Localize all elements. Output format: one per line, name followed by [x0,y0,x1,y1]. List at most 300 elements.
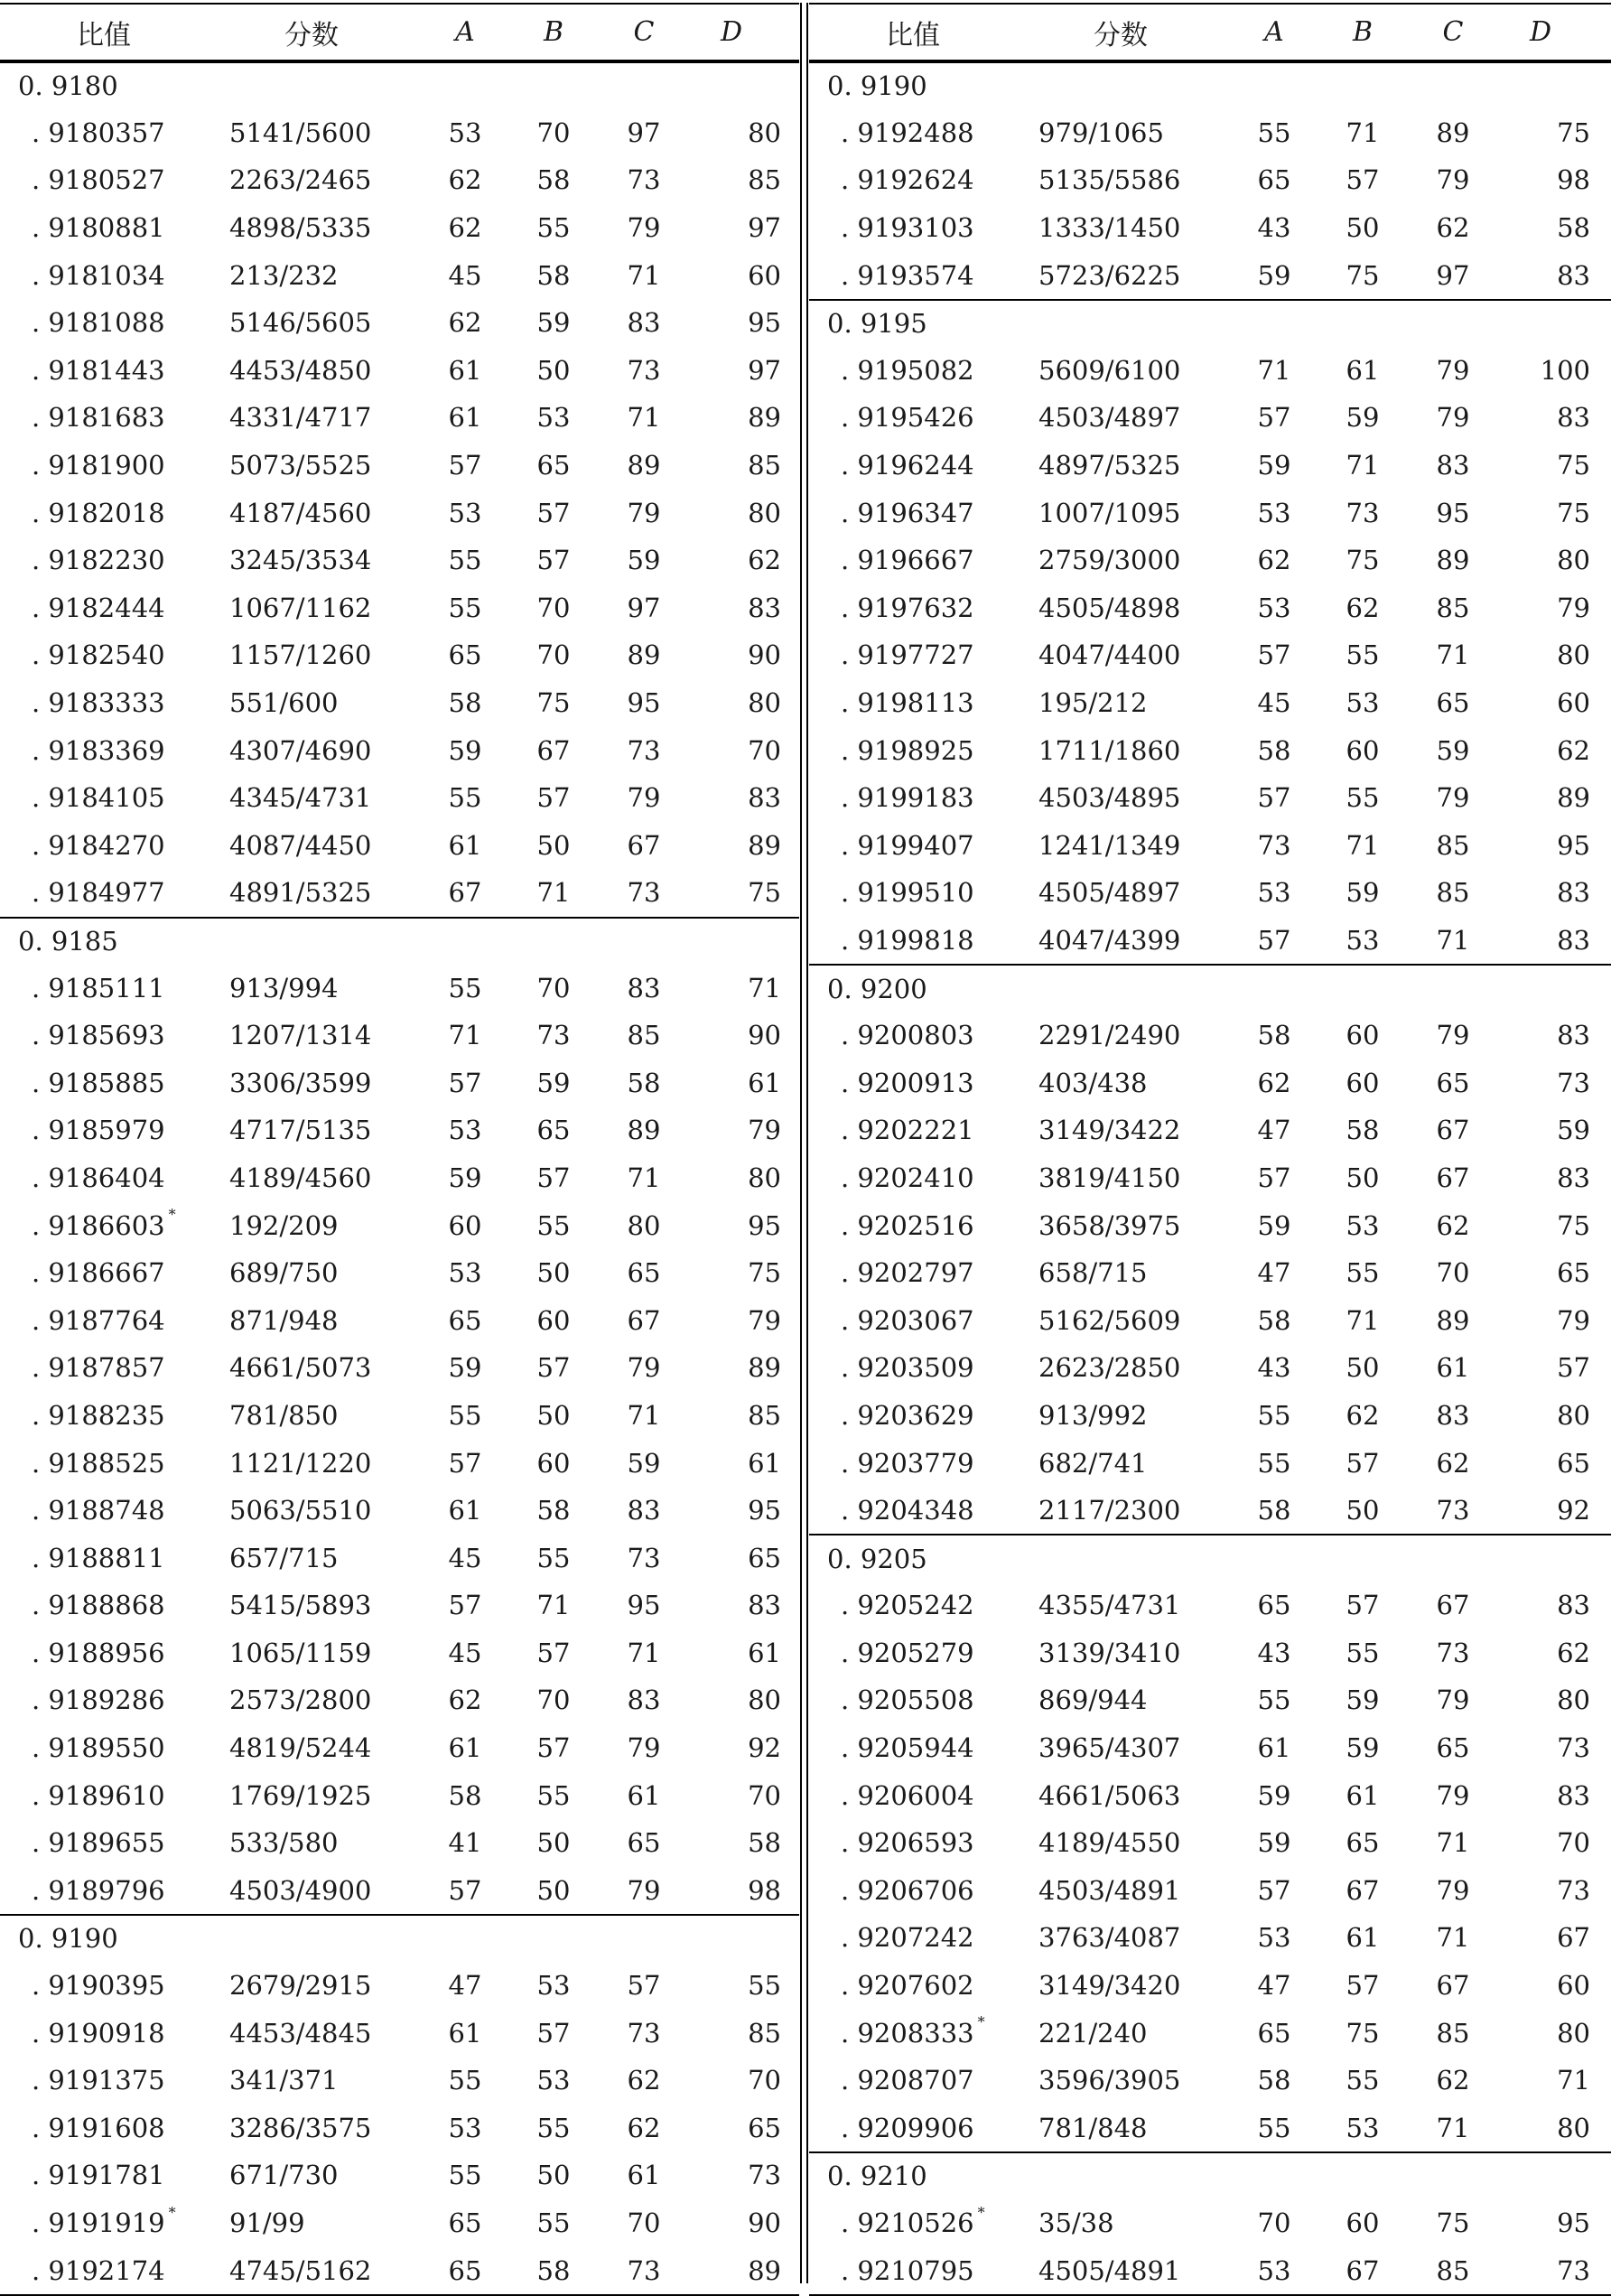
table-row [809,1724,1611,1772]
ratio-cell [841,1201,974,1249]
c-cell: 85 [627,1020,661,1051]
c-cell: 79 [627,782,661,814]
d-cell: 83 [748,592,781,623]
c-cell: 62 [627,2112,661,2143]
fraction-cell: 1067/1162 [229,592,372,623]
ratio-cell [32,1629,165,1677]
c-cell: 73 [627,164,661,196]
table-row [0,1534,799,1582]
table-row [0,1487,799,1535]
a-cell: 65 [448,639,482,671]
b-cell: 67 [1346,1874,1380,1906]
b-cell: 61 [1346,1922,1380,1954]
a-cell: 65 [1257,164,1291,196]
ratio-cell [32,1534,165,1582]
c-cell: 97 [627,117,661,148]
ratio-value: . 9192488 [841,117,974,148]
fraction-cell: 2679/2915 [229,1970,372,2002]
fraction-cell: 4717/5135 [229,1115,372,1146]
d-cell: 58 [1557,212,1590,244]
c-cell: 61 [1436,1352,1470,1384]
c-cell: 97 [627,592,661,623]
c-cell: 62 [1436,212,1470,244]
c-cell: 61 [627,1779,661,1811]
d-cell: 80 [1557,545,1590,576]
table-row [809,394,1611,442]
ratio-cell [32,1439,165,1487]
table-row [0,1771,799,1819]
d-cell: 95 [748,1209,781,1241]
group-header-row [809,964,1611,1012]
table-row [809,2105,1611,2152]
b-cell: 71 [1346,1304,1380,1336]
b-cell: 57 [1346,164,1380,196]
d-cell: 75 [1557,1209,1590,1241]
ratio-value: . 9191375 [32,2065,165,2096]
a-cell: 65 [1257,2017,1291,2049]
b-cell: 53 [1346,924,1380,956]
c-cell: 83 [627,307,661,339]
ratio-cell [841,537,974,584]
ratio-value: . 9191781 [32,2160,165,2191]
ratio-cell [32,1582,165,1629]
d-cell: 73 [1557,2254,1590,2286]
b-cell: 57 [536,497,571,528]
a-cell: 58 [448,687,482,719]
d-cell: 59 [1557,1115,1590,1146]
table-row [0,251,799,299]
fraction-cell: 4047/4399 [1038,924,1181,956]
c-cell: 67 [1436,1162,1470,1193]
c-cell: 59 [1436,734,1470,766]
ratio-value: . 9187857 [32,1352,165,1384]
group-label: 0. 9190 [18,1923,118,1955]
c-cell: 79 [1436,164,1470,196]
ratio-cell [32,1392,165,1440]
ratio-value: . 9198113 [841,687,974,719]
table-row [0,2009,799,2057]
a-cell: 57 [448,1067,482,1098]
d-cell: 89 [748,829,781,861]
d-cell: 55 [748,1970,781,2002]
c-cell: 79 [627,212,661,244]
a-cell: 61 [448,829,482,861]
b-cell: 65 [1346,1827,1380,1859]
c-cell: 71 [627,1162,661,1193]
ratio-value: . 9188748 [32,1495,165,1526]
fraction-cell: 1769/1925 [229,1779,372,1811]
table-row [0,1249,799,1297]
a-cell: 59 [1257,450,1291,481]
ratio-value: . 9184105 [32,782,165,814]
d-cell: 98 [748,1874,781,1906]
fraction-cell: 4345/4731 [229,782,372,814]
ratio-cell [841,1867,974,1915]
b-cell: 50 [536,2160,571,2191]
table-row [809,1867,1611,1915]
table-row [0,726,799,774]
b-cell: 57 [1346,1970,1380,2002]
a-cell: 65 [448,1304,482,1336]
table-row [0,1392,799,1440]
table-row [0,1724,799,1772]
ratio-cell [32,1344,165,1392]
a-cell: 53 [1257,592,1291,623]
ratio-value: . 9186404 [32,1162,165,1193]
fraction-cell: 551/600 [229,687,339,719]
ratio-value: . 9210795 [841,2254,974,2286]
c-cell: 79 [1436,782,1470,814]
c-cell: 89 [1436,117,1470,148]
c-cell: 58 [627,1067,661,1098]
a-cell: 45 [1257,687,1291,719]
d-cell: 80 [748,1162,781,1193]
c-cell: 85 [1436,877,1470,909]
ratio-value: . 9191919 [32,2207,165,2239]
table-row [809,1771,1611,1819]
table-row [809,631,1611,679]
fraction-cell: 35/38 [1038,2207,1114,2239]
ratio-cell [32,631,165,679]
a-cell: 62 [448,212,482,244]
c-cell: 71 [1436,1922,1470,1954]
a-cell: 53 [448,497,482,528]
d-cell: 75 [748,877,781,909]
ratio-value: . 9195426 [841,402,974,434]
a-cell: 53 [1257,497,1291,528]
ratio-cell [32,2246,165,2294]
asterisk-mark: * [168,1206,176,1224]
ratio-value: . 9186603 [32,1209,165,1241]
b-cell: 60 [1346,2207,1380,2239]
table-row [0,584,799,632]
b-cell: 58 [536,259,571,291]
d-cell: 85 [748,2017,781,2049]
fraction-cell: 657/715 [229,1542,339,1573]
right-table-panel [809,3,1611,2296]
ratio-cell [841,1154,974,1202]
ratio-cell [32,1249,165,1297]
fraction-cell: 689/750 [229,1257,339,1289]
a-cell: 43 [1257,1352,1291,1384]
d-cell: 83 [1557,259,1590,291]
header-a: A [1264,16,1284,48]
d-cell: 95 [748,1495,781,1526]
ratio-cell [841,394,974,442]
b-cell: 75 [1346,259,1380,291]
d-cell: 73 [1557,1067,1590,1098]
c-cell: 71 [627,259,661,291]
d-cell: 89 [748,2254,781,2286]
ratio-cell [841,2199,985,2247]
d-cell: 70 [1557,1827,1590,1859]
a-cell: 43 [1257,212,1291,244]
ratio-cell [841,822,974,870]
table-row [809,109,1611,157]
ratio-cell [32,537,165,584]
header-fraction: 分数 [284,19,339,51]
d-cell: 65 [748,1542,781,1573]
b-cell: 58 [536,1495,571,1526]
b-cell: 71 [536,1590,571,1621]
ratio-value: . 9182018 [32,497,165,528]
ratio-cell [32,1296,165,1344]
c-cell: 73 [1436,1495,1470,1526]
d-cell: 60 [1557,687,1590,719]
d-cell: 62 [1557,734,1590,766]
table-row [809,1962,1611,2010]
d-cell: 85 [748,450,781,481]
left-table-body [0,61,799,2296]
fraction-cell: 4661/5073 [229,1352,372,1384]
ratio-value: . 9205279 [841,1637,974,1668]
table-row [0,442,799,490]
b-cell: 50 [536,1399,571,1431]
header-b: B [543,16,564,48]
header-d: D [720,16,743,48]
table-row [0,1676,799,1724]
b-cell: 71 [536,877,571,909]
d-cell: 62 [748,545,781,576]
b-cell: 50 [1346,212,1380,244]
ratio-cell [32,394,165,442]
b-cell: 53 [536,402,571,434]
b-cell: 55 [1346,1257,1380,1289]
a-cell: 62 [1257,545,1291,576]
fraction-cell: 213/232 [229,259,339,291]
b-cell: 71 [1346,450,1380,481]
ratio-cell [32,1676,165,1724]
table-row [809,1344,1611,1392]
fraction-cell: 2759/3000 [1038,545,1181,576]
table-row [0,2246,799,2294]
b-cell: 57 [1346,1447,1380,1479]
ratio-value: . 9185111 [32,972,165,1003]
fraction-cell: 4505/4898 [1038,592,1181,623]
ratio-cell [32,1201,176,1249]
a-cell: 55 [448,2160,482,2191]
a-cell: 47 [1257,1257,1291,1289]
d-cell: 80 [1557,1399,1590,1431]
d-cell: 70 [748,1779,781,1811]
ratio-value: . 9192174 [32,2254,165,2286]
b-cell: 59 [1346,1685,1380,1716]
b-cell: 61 [1346,1779,1380,1811]
ratio-cell [841,774,974,822]
fraction-cell: 4503/4900 [229,1874,372,1906]
table-row [809,1914,1611,1962]
ratio-value: . 9189286 [32,1685,165,1716]
ratio-cell [841,156,974,204]
table-row [0,1629,799,1677]
table-row [809,1154,1611,1202]
fraction-cell: 341/371 [229,2065,339,2096]
c-cell: 79 [1436,402,1470,434]
header-b: B [1352,16,1374,48]
b-cell: 65 [536,1115,571,1146]
b-cell: 70 [536,972,571,1003]
ratio-value: . 9182230 [32,545,165,576]
fraction-cell: 4661/5063 [1038,1779,1181,1811]
a-cell: 57 [1257,402,1291,434]
c-cell: 59 [627,1447,661,1479]
ratio-cell [841,347,974,395]
c-cell: 95 [627,1590,661,1621]
b-cell: 53 [536,1970,571,2002]
group-label: 0. 9205 [827,1543,927,1574]
d-cell: 97 [748,212,781,244]
table-row [0,1201,799,1249]
d-cell: 75 [748,1257,781,1289]
fraction-cell: 2263/2465 [229,164,372,196]
c-cell: 71 [1436,639,1470,671]
c-cell: 75 [1436,2207,1470,2239]
ratio-cell [32,1962,165,2010]
ratio-cell [32,442,165,490]
ratio-cell [841,2246,974,2294]
c-cell: 83 [627,1495,661,1526]
d-cell: 75 [1557,450,1590,481]
d-cell: 73 [1557,1874,1590,1906]
ratio-value: . 9181683 [32,402,165,434]
a-cell: 61 [448,2017,482,2049]
fraction-cell: 5146/5605 [229,307,372,339]
d-cell: 95 [1557,829,1590,861]
fraction-cell: 2117/2300 [1038,1495,1181,1526]
d-cell: 61 [748,1447,781,1479]
a-cell: 59 [448,734,482,766]
ratio-value: . 9200913 [841,1067,974,1098]
ratio-value: . 9209906 [841,2112,974,2143]
c-cell: 62 [1436,1209,1470,1241]
fraction-cell: 3819/4150 [1038,1162,1181,1193]
asterisk-mark: * [168,2203,176,2221]
d-cell: 97 [748,354,781,386]
c-cell: 71 [627,402,661,434]
a-cell: 59 [448,1162,482,1193]
d-cell: 83 [1557,877,1590,909]
ratio-value: . 9184270 [32,829,165,861]
c-cell: 67 [627,829,661,861]
ratio-value: . 9198925 [841,734,974,766]
b-cell: 55 [536,1209,571,1241]
table-row [0,537,799,584]
c-cell: 85 [1436,592,1470,623]
table-row [809,156,1611,204]
a-cell: 55 [448,1399,482,1431]
ratio-value: . 9186667 [32,1257,165,1289]
fraction-cell: 5609/6100 [1038,354,1181,386]
fraction-cell: 3149/3420 [1038,1970,1181,2002]
table-row [809,1819,1611,1867]
c-cell: 70 [627,2207,661,2239]
group-label: 0. 9180 [18,70,118,102]
b-cell: 50 [1346,1162,1380,1193]
d-cell: 89 [748,402,781,434]
b-cell: 75 [1346,2017,1380,2049]
fraction-cell: 4453/4850 [229,354,372,386]
a-cell: 61 [1257,1732,1291,1764]
ratio-value: . 9202221 [841,1115,974,1146]
table-row [809,1012,1611,1059]
ratio-value: . 9197632 [841,592,974,623]
ratio-cell [841,1059,974,1106]
b-cell: 60 [1346,734,1380,766]
fraction-cell: 5415/5893 [229,1590,372,1621]
table-row [0,109,799,157]
ratio-cell [841,869,974,917]
fraction-cell: 871/948 [229,1304,339,1336]
ratio-value: . 9203779 [841,1447,974,1479]
c-cell: 71 [1436,924,1470,956]
c-cell: 79 [627,1874,661,1906]
c-cell: 67 [1436,1590,1470,1621]
c-cell: 80 [627,1209,661,1241]
a-cell: 47 [448,1970,482,2002]
c-cell: 65 [1436,1067,1470,1098]
fraction-cell: 5063/5510 [229,1495,372,1526]
fraction-cell: 979/1065 [1038,117,1164,148]
table-row [809,2199,1611,2247]
d-cell: 92 [1557,1495,1590,1526]
left-table-panel [0,3,799,2296]
ratio-cell [32,1724,165,1772]
a-cell: 57 [1257,1874,1291,1906]
b-cell: 70 [536,1685,571,1716]
c-cell: 83 [627,1685,661,1716]
ratio-cell [841,1819,974,1867]
d-cell: 57 [1557,1352,1590,1384]
a-cell: 58 [1257,1495,1291,1526]
fraction-cell: 3596/3905 [1038,2065,1181,2096]
ratio-value: . 9188956 [32,1637,165,1668]
a-cell: 62 [448,1685,482,1716]
ratio-value: . 9190395 [32,1970,165,2002]
c-cell: 73 [627,877,661,909]
a-cell: 55 [1257,1399,1291,1431]
a-cell: 45 [448,259,482,291]
ratio-value: . 9193574 [841,259,974,291]
fraction-cell: 781/848 [1038,2112,1148,2143]
ratio-value: . 9206706 [841,1874,974,1906]
c-cell: 89 [1436,545,1470,576]
d-cell: 60 [748,259,781,291]
header-ratio: 比值 [886,19,940,51]
d-cell: 98 [1557,164,1590,196]
a-cell: 58 [1257,1020,1291,1051]
ratio-value: . 9199818 [841,924,974,956]
a-cell: 59 [1257,1779,1291,1811]
a-cell: 59 [1257,259,1291,291]
group-header-row [809,61,1611,109]
ratio-value: . 9185693 [32,1020,165,1051]
b-cell: 55 [1346,1637,1380,1668]
table-row [0,964,799,1012]
table-row [809,251,1611,299]
ratio-cell [32,1106,165,1154]
c-cell: 62 [1436,2065,1470,2096]
d-cell: 95 [1557,2207,1590,2239]
c-cell: 79 [1436,354,1470,386]
d-cell: 80 [1557,1685,1590,1716]
fraction-cell: 2573/2800 [229,1685,372,1716]
c-cell: 62 [1436,1447,1470,1479]
ratio-cell [32,869,165,917]
header-a: A [455,16,475,48]
a-cell: 55 [1257,1447,1291,1479]
b-cell: 58 [1346,1115,1380,1146]
ratio-cell [32,204,165,252]
